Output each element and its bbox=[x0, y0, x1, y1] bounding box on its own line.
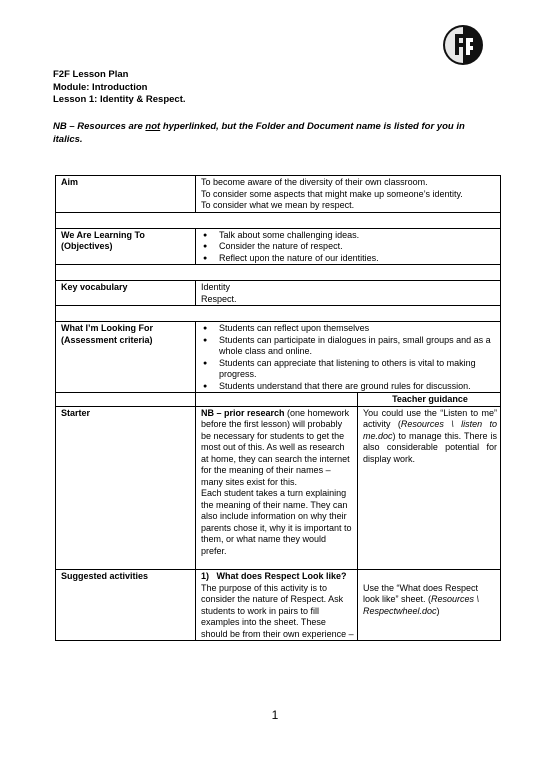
aim-content bbox=[196, 176, 501, 213]
empty-cell bbox=[196, 393, 358, 407]
assessment-label bbox=[56, 322, 196, 393]
aim-line: To consider what we mean by respect. bbox=[201, 200, 355, 210]
starter-guidance-resource: Resources \ listen to me.doc bbox=[363, 419, 497, 441]
starter-guidance-post: ) to manage this. There is also considerable potential for display work. bbox=[363, 430, 497, 464]
activities-guidance-post: ) bbox=[436, 605, 440, 616]
assessment-item: ● Students understand that there are ground rules for discussion. bbox=[201, 381, 497, 393]
objective-item: ● Talk about some challenging ideas. bbox=[201, 230, 497, 242]
aim-line: To consider some aspects that might make up someone’s identity. bbox=[201, 188, 463, 199]
objectives-row bbox=[56, 228, 501, 265]
aim-label: Aim bbox=[56, 176, 196, 213]
objectives-label-line: We Are Learning To bbox=[61, 229, 145, 240]
starter-guidance-pre: You could use the “Listen to me” activity ( bbox=[363, 407, 497, 429]
activities-guidance bbox=[358, 570, 501, 641]
starter-content bbox=[196, 406, 358, 570]
teacher-guidance-heading: Teacher guidance bbox=[358, 393, 501, 407]
page-number: 1 bbox=[271, 708, 279, 722]
activities-label: Suggested activities bbox=[56, 570, 196, 641]
vocab-word: Identity bbox=[201, 282, 231, 292]
resources-note bbox=[53, 120, 493, 146]
note-post: hyperlinked, but the Folder and Document name is listed for you in italics. bbox=[53, 121, 465, 145]
aim-row bbox=[56, 176, 501, 213]
assessment-item: ● Students can appreciate that listening to others is vital to making progress. bbox=[201, 358, 497, 381]
activity-heading: 1) What does Respect Look like? bbox=[201, 571, 347, 581]
assessment-content bbox=[196, 322, 501, 393]
spacer-row bbox=[56, 306, 501, 322]
f2f-logo bbox=[442, 24, 484, 66]
starter-lead-rest: (one homework before the first lesson) will probably be necessary for students to get the most out of this. As well as research at home, they can search the internet for the meaning of their names – many sites exist for this. bbox=[201, 407, 350, 487]
lesson-header bbox=[53, 69, 503, 107]
aim-line: To become aware of the diversity of their own classroom. bbox=[201, 177, 428, 187]
starter-bold-lead: NB – prior research bbox=[201, 407, 285, 418]
note-underlined: not bbox=[145, 121, 161, 132]
lesson-line: Lesson 1: Identity & Respect. bbox=[53, 94, 186, 105]
vocab-row bbox=[56, 281, 501, 306]
activity-text: The purpose of this activity is to consider the nature of Respect. Ask students to work in pairs to fill examples into the sheet. These should be from their own experience – bbox=[201, 582, 354, 639]
vocab-label: Key vocabulary bbox=[56, 281, 196, 306]
activities-guidance-resource: Resources \ Respectwheel.doc bbox=[363, 594, 480, 616]
spacer-row bbox=[56, 265, 501, 281]
objective-item: ● Consider the nature of respect. bbox=[201, 241, 497, 253]
objective-item: ● Reflect upon the nature of our identities. bbox=[201, 253, 497, 265]
starter-label: Starter bbox=[56, 406, 196, 570]
guidance-spacer bbox=[363, 571, 497, 583]
spacer-row bbox=[56, 212, 501, 228]
assessment-item: ● Students can reflect upon themselves bbox=[201, 323, 497, 335]
starter-row bbox=[56, 406, 501, 570]
vocab-content bbox=[196, 281, 501, 306]
vocab-word: Respect. bbox=[201, 293, 237, 304]
objectives-label-line: (Objectives) bbox=[61, 241, 113, 251]
assessment-item: ● Students can participate in dialogues in pairs, small groups and as a whole class and online. bbox=[201, 335, 497, 358]
note-pre: NB – Resources are bbox=[53, 121, 146, 132]
activities-guidance-pre: Use the “What does Respect look like” sheet. ( bbox=[363, 582, 479, 604]
lesson-plan-table bbox=[55, 175, 501, 641]
activities-content bbox=[196, 570, 358, 641]
empty-cell bbox=[56, 393, 196, 407]
activities-row bbox=[56, 570, 501, 641]
objectives-content bbox=[196, 228, 501, 265]
assessment-row bbox=[56, 322, 501, 393]
starter-guidance bbox=[358, 406, 501, 570]
guidance-heading-row bbox=[56, 393, 501, 407]
objectives-label bbox=[56, 228, 196, 265]
assessment-label-line: (Assessment criteria) bbox=[61, 334, 153, 345]
starter-para2: Each student takes a turn explaining the meaning of their name. They can also include information on why their parents chose it, why it is important to them, or what name they would prefer. bbox=[201, 488, 352, 556]
assessment-label-line: What I’m Looking For bbox=[61, 323, 153, 333]
lesson-plan-title: F2F Lesson Plan bbox=[53, 69, 129, 80]
module-line: Module: Introduction bbox=[53, 81, 148, 93]
